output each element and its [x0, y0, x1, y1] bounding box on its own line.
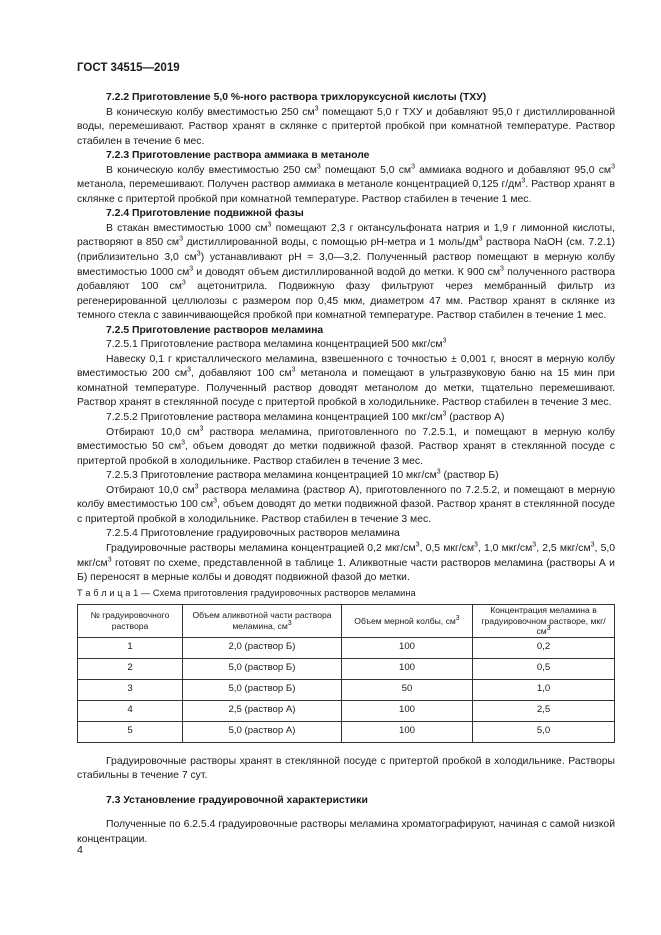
table-cell: 5,0: [473, 721, 615, 742]
subsection-heading: 7.2.5.1 Приготовление раствора меламина концентрацией 500 мкг/$см^3$: [106, 337, 447, 351]
section-heading: 7.3 Установление градуировочной характеристики: [106, 794, 368, 806]
table-cell: 1: [78, 637, 183, 658]
subsection-heading: 7.2.5.2 Приготовление раствора меламина концентрацией 100 мкг/$см^3$ (раствор А): [106, 410, 505, 424]
paragraph: В стакан вместимостью 1000 $см^3$ помещают 2,3 г октансульфоната натрия и 1,9 г лимонной кислоты, растворяют в 850 $см^3$ дистиллированной воды, с помощью рН-метра и 1 моль/$дм^3$ раствора NaOH (см. 7.2.1) (приблизительно 3,0 $см^3$) устанавливают рН = 3,0—3,2. Полученный раствор помещают в мерную колбу вместимостью 1000 $см^3$ и доводят объем дистиллированной водой до метки. К 900 $см^3$ полученного раствора добавляют 100 $см^3$ ацетонитрила. Подвижную фазу фильтруют через мембранный фильтр из регенерированной целлюлозы с размером пор 0,45 мкм, диаметром 47 мм. Раствор хранят в склянке из темного стекла с завинчивающейся пробкой при комнатной температуре. Раствор стабилен в течение 1 мес.: [77, 221, 615, 322]
table-cell: 4: [78, 700, 183, 721]
paragraph: Отбирают 10,0 $см^3$ раствора меламина (раствор А), приготовленного по 7.2.5.2, и помещают в мерную колбу вместимостью 100 $см^3$, объем доводят до метки подвижной фазой. Раствор хранят в стеклянной посуде с притертой пробкой в холодильнике. Раствор стабилен в течение 3 мес.: [77, 483, 616, 525]
table-row: [78, 658, 615, 679]
paragraph: Навеску 0,1 г кристаллического меламина, взвешенного с точностью ± 0,001 г, вносят в мерную колбу вместимостью 200 $см^3$, добавляют 100 $см^3$ метанола и помещают в ультразвуковую баню на 15 мин при комнатной температуре. Полученный раствор доводят метанолом до метки, тщательно перемешивают. Раствор хранят в стеклянной посуде с притертой пробкой в холодильнике. Раствор стабилен в течение 3 мес.: [77, 353, 615, 409]
table-cell: 100: [342, 721, 473, 742]
paragraph: Градуировочные растворы хранят в стеклянной посуде с притертой пробкой в холодильнике. Растворы стабильны в течение 7 сут.: [77, 755, 615, 782]
paragraph: В коническую колбу вместимостью 250 $см^3$ помещают 5,0 г ТХУ и добавляют 95,0 г дистиллированной воды, перемешивают. Раствор хранят в склянке с притертой пробкой при комнатной температуре. Раствор стабилен в течение 6 мес.: [77, 105, 615, 147]
standard-header: ГОСТ 34515—2019: [77, 62, 180, 74]
table-header-row: [78, 605, 615, 638]
table-cell: 2,5: [473, 700, 615, 721]
calibration-table: [77, 604, 615, 743]
section-heading: 7.2.5 Приготовление растворов меламина: [106, 324, 324, 336]
table-cell: 1,0: [473, 679, 615, 700]
table-cell: 100: [342, 658, 473, 679]
page-number: 4: [77, 844, 83, 856]
document-body: [77, 91, 615, 847]
table-row: [78, 700, 615, 721]
table-cell: 2,5 (раствор А): [183, 700, 342, 721]
paragraph: В коническую колбу вместимостью 250 $см^3$ помещают 5,0 $см^3$ аммиака водного и добавляют 95,0 $см^3$ метанола, перемешивают. Получен раствор аммиака в метаноле концентрацией 0,125 $г/дм^3$. Раствор хранят в склянке с притертой пробкой при комнатной температуре. Раствор стабилен в течение 1 мес.: [77, 163, 615, 205]
paragraph: Градуировочные растворы меламина концентрацией 0,2 мкг/$см^3$, 0,5 мкг/$см^3$, 1,0 мкг/$см^3$, 2,5 мкг/$см^3$, 5,0 мкг/$см^3$ готовят по схеме, представленной в таблице 1. Аликвотные части растворов меламина (растворы А и Б) переносят в мерные колбы и доводят подвижной фазой до метки.: [77, 541, 616, 584]
table-cell: 5,0 (раствор Б): [183, 679, 342, 700]
table-cell: 5,0 (раствор А): [183, 721, 342, 742]
paragraph: Полученные по 6.2.5.4 градуировочные растворы меламина хроматографируют, начиная с самой низкой концентрации.: [77, 819, 615, 845]
section-heading: 7.2.4 Приготовление подвижной фазы: [106, 208, 304, 220]
table-cell: 2,0 (раствор Б): [183, 637, 342, 658]
table-cell: 0,5: [473, 658, 615, 679]
table-header-cell: Концентрация меламина в градуировочном растворе, мкг/$см^3$: [473, 605, 615, 638]
table-header-cell: Объем аликвотной части раствора меламина, $см^3$: [183, 605, 342, 638]
section-heading: 7.2.2 Приготовление 5,0 %-ного раствора трихлоруксусной кислоты (ТХУ): [106, 92, 487, 103]
table-header-cell: Объем мерной колбы, $см^3$: [342, 605, 473, 638]
table-header-cell: № градуировочного раствора: [78, 605, 183, 638]
table-cell: 0,2: [473, 637, 615, 658]
table-cell: 5,0 (раствор Б): [183, 658, 342, 679]
table-cell: 2: [78, 658, 183, 679]
table-cell: 5: [78, 721, 183, 742]
table-caption: Т а б л и ц а 1 — Схема приготовления градуировочных растворов меламина: [77, 587, 416, 598]
subsection-heading: 7.2.5.3 Приготовление раствора меламина концентрацией 10 мкг/$см^3$ (раствор Б): [106, 468, 499, 482]
subsection-heading: 7.2.5.4 Приготовление градуировочных растворов меламина: [106, 528, 400, 540]
section-heading: 7.2.3 Приготовление раствора аммиака в метаноле: [106, 150, 370, 162]
table-row: [78, 679, 615, 700]
table-cell: 100: [342, 637, 473, 658]
table-row: [78, 721, 615, 742]
table-cell: 3: [78, 679, 183, 700]
table-row: [78, 637, 615, 658]
table-cell: 50: [342, 679, 473, 700]
table-cell: 100: [342, 700, 473, 721]
paragraph: Отбирают 10,0 $см^3$ раствора меламина, приготовленного по 7.2.5.1, и помещают в мерную колбу вместимостью 50 $см^3$, объем доводят до метки подвижной фазой. Раствор хранят в стеклянной посуде с притертой пробкой в холодильнике. Раствор стабилен в течение 3 мес.: [77, 425, 615, 467]
